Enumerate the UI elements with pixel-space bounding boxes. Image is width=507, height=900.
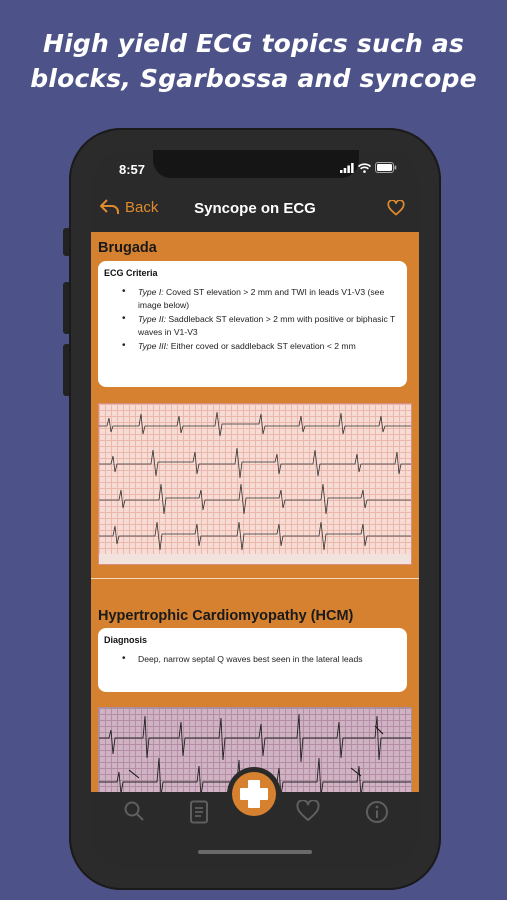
card-heading: ECG Criteria [104, 268, 158, 278]
medical-cross-button[interactable] [232, 772, 276, 816]
diagnosis-card [98, 628, 407, 692]
status-icons [340, 162, 397, 173]
list-item: • Type III: Either coved or saddleback ST elevation < 2 mm [120, 340, 399, 353]
wifi-icon [358, 163, 371, 173]
status-bar [91, 150, 419, 188]
card-heading: Diagnosis [104, 635, 148, 645]
search-icon[interactable] [123, 800, 145, 822]
heart-outline-icon[interactable] [387, 200, 405, 216]
battery-icon [375, 162, 397, 173]
signal-icon [340, 163, 354, 173]
promo-line-1: High yield ECG topics such as [42, 29, 465, 58]
medical-cross-icon [232, 772, 276, 816]
back-label: Back [125, 198, 159, 216]
list-item: • Type II: Saddleback ST elevation > 2 mm with positive or biphasic T waves in V1-V3 [120, 313, 399, 338]
criteria-list [98, 278, 407, 353]
app-screen [91, 150, 419, 868]
diagnosis-list [98, 645, 407, 666]
info-icon[interactable] [365, 800, 389, 824]
section-divider [91, 578, 419, 579]
section-title-brugada: Brugada [98, 240, 157, 256]
list-item: • Type I: Coved ST elevation > 2 mm and TWI in leads V1-V3 (see image below) [120, 286, 399, 311]
document-icon[interactable] [189, 800, 209, 824]
criteria-card [98, 261, 407, 387]
section-title-hcm: Hypertrophic Cardiomyopathy (HCM) [98, 608, 354, 624]
device-notch [153, 150, 359, 178]
brugada-ecg-image [98, 403, 412, 565]
navigation-bar [91, 188, 419, 232]
promo-headline [0, 26, 507, 96]
home-indicator [198, 850, 312, 854]
promo-line-2: blocks, Sgarbossa and syncope [30, 64, 477, 93]
page-title: Syncope on ECG [194, 200, 316, 217]
content-scroll[interactable] [91, 232, 419, 792]
list-item: • Deep, narrow septal Q waves best seen in the lateral leads [120, 653, 399, 666]
heart-icon[interactable] [296, 800, 320, 822]
status-time: 8:57 [119, 162, 146, 177]
